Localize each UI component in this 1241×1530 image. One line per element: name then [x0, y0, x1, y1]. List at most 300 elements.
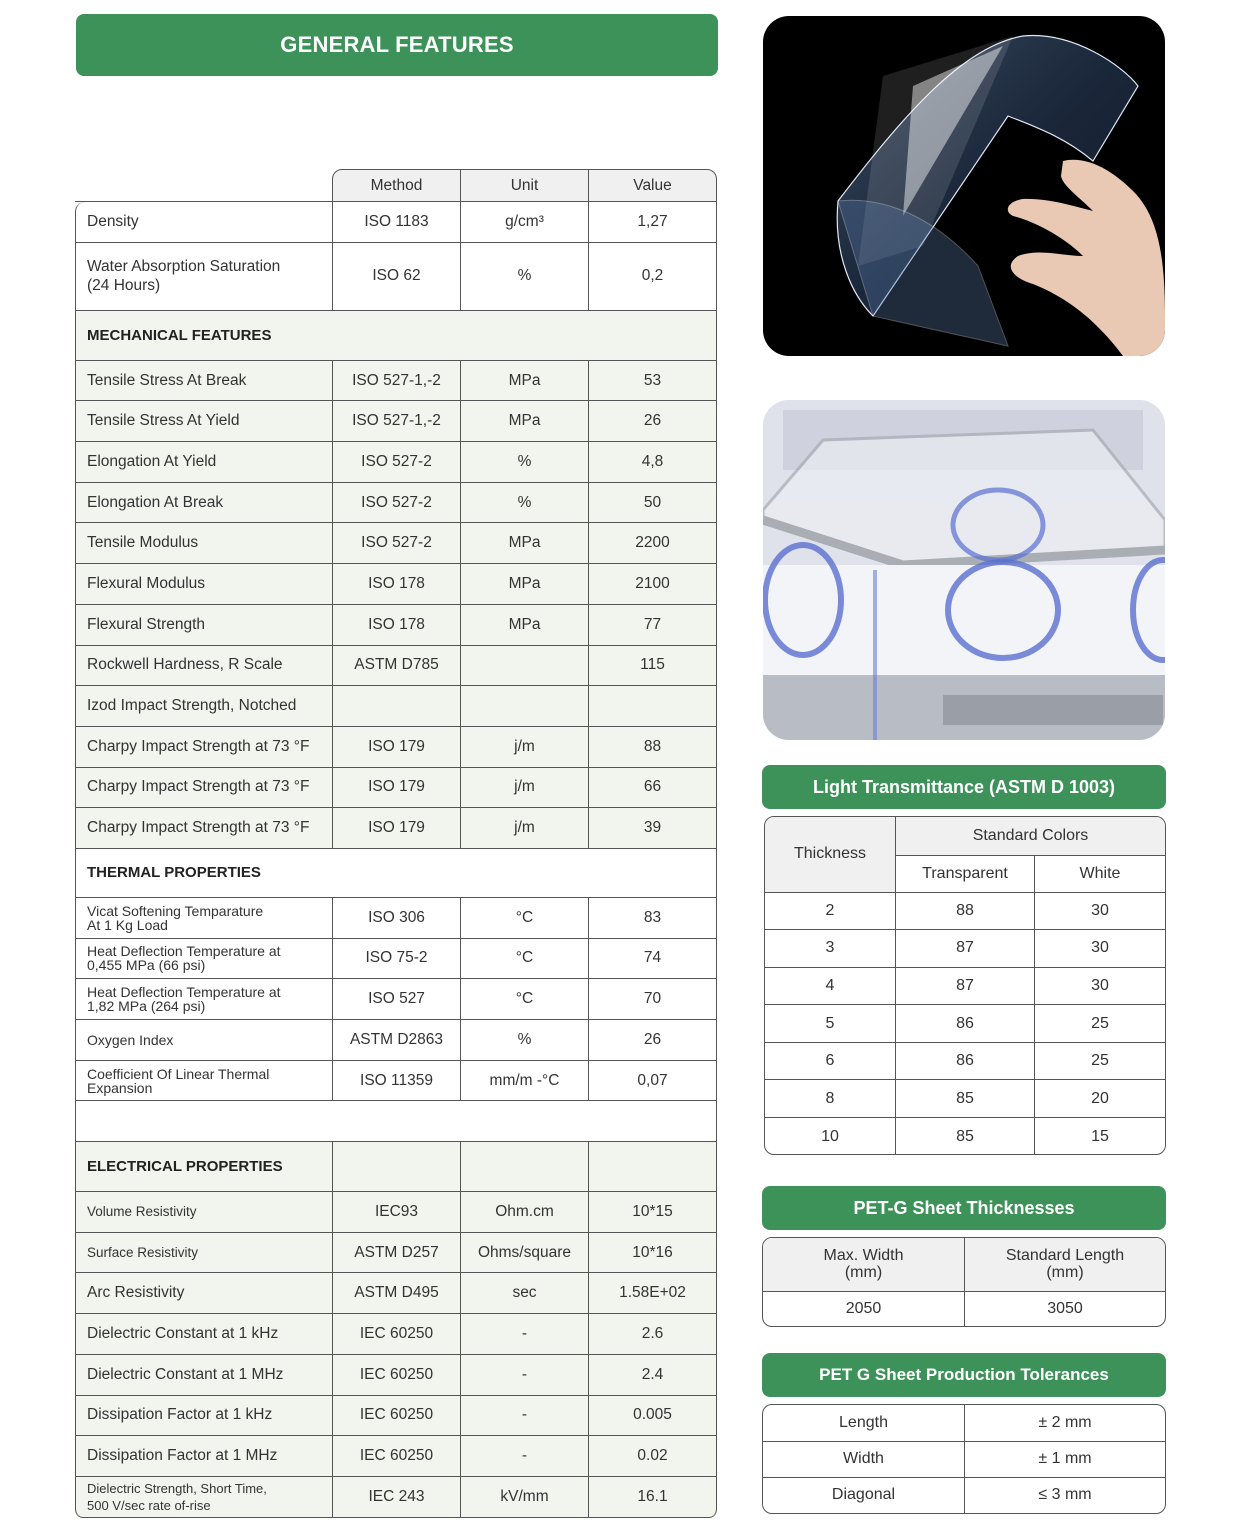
- property-value: [588, 1192, 717, 1232]
- property-value-text: 39: [643, 819, 662, 837]
- property-name: [75, 605, 332, 645]
- property-method: [332, 939, 460, 979]
- property-name-text: Charpy Impact Strength at 73 °F: [87, 778, 310, 796]
- property-row: [75, 1233, 717, 1274]
- property-unit-text: mm/m -°C: [489, 1071, 560, 1089]
- property-name: [75, 1273, 332, 1313]
- property-value: [588, 523, 717, 563]
- property-name-text: Surface Resistivity: [87, 1245, 199, 1261]
- tolerance-row: [763, 1477, 1165, 1513]
- property-value: [588, 401, 717, 441]
- property-name-text: Elongation At Yield: [87, 452, 217, 470]
- property-method-text: IEC 60250: [359, 1365, 434, 1383]
- properties-header-row: [75, 169, 717, 202]
- property-value-text: 4,8: [641, 452, 664, 470]
- property-name-text: Heat Deflection Temperature at 0,455 MPa (66 psi): [87, 943, 281, 974]
- flexible-sheet-illustration: [763, 16, 1165, 356]
- property-row: [75, 401, 717, 442]
- property-name-text: Dissipation Factor at 1 MHz: [87, 1447, 278, 1465]
- property-unit-text: g/cm³: [505, 212, 544, 230]
- property-value-text: 16.1: [637, 1487, 668, 1505]
- property-unit-text: j/m: [514, 778, 535, 796]
- property-row: [75, 808, 717, 849]
- sheet-thicknesses-banner: [762, 1186, 1166, 1230]
- light-transmittance-banner: [762, 765, 1166, 809]
- property-value: [588, 483, 717, 523]
- property-unit: [460, 727, 588, 767]
- property-unit-text: sec: [512, 1284, 537, 1302]
- property-value-text: 1.58E+02: [619, 1284, 686, 1302]
- property-name: [75, 1477, 332, 1517]
- transmittance-row: [765, 1005, 1165, 1043]
- property-unit: [460, 686, 588, 726]
- transmittance-row: [765, 930, 1165, 968]
- transmittance-white: 30: [1035, 967, 1166, 1005]
- property-row: [75, 361, 717, 402]
- property-unit: [460, 202, 588, 242]
- property-method-text: ISO 527: [368, 990, 425, 1008]
- property-name: [75, 1396, 332, 1436]
- property-method: [332, 523, 460, 563]
- property-name: [75, 808, 332, 848]
- max-width-header: Max. Width (mm): [763, 1238, 965, 1291]
- tolerance-value: ≤ 3 mm: [965, 1477, 1166, 1513]
- property-name: [75, 768, 332, 808]
- property-unit-text: j/m: [514, 737, 535, 755]
- property-row: [75, 1477, 717, 1518]
- property-unit: [460, 442, 588, 482]
- property-unit-text: %: [517, 452, 532, 470]
- property-name-text: Flexural Strength: [87, 615, 206, 633]
- property-method: [332, 1061, 460, 1101]
- transmittance-thickness: 4: [765, 967, 896, 1005]
- property-name: [75, 979, 332, 1019]
- property-unit-text: %: [517, 493, 532, 511]
- property-method: [332, 1233, 460, 1273]
- property-value: [588, 605, 717, 645]
- property-unit: [460, 1233, 588, 1273]
- transmittance-transparent: 85: [896, 1118, 1035, 1155]
- transmittance-transparent: 86: [896, 1005, 1035, 1043]
- property-value-text: 0.005: [633, 1406, 672, 1424]
- property-name: [75, 243, 332, 310]
- property-method-text: ISO 11359: [360, 1071, 433, 1089]
- tolerance-row: [763, 1441, 1165, 1477]
- transmittance-thickness: 8: [765, 1080, 896, 1118]
- property-unit-text: -: [521, 1447, 528, 1465]
- standard-length-header: Standard Length (mm): [965, 1238, 1166, 1291]
- transmittance-row: [765, 1080, 1165, 1118]
- property-unit-text: -: [521, 1406, 528, 1424]
- property-name: [75, 1314, 332, 1354]
- property-value-text: 83: [643, 908, 662, 926]
- property-value-text: 2.4: [641, 1365, 664, 1383]
- property-unit-text: kV/mm: [500, 1487, 549, 1505]
- transmittance-row: [765, 1118, 1165, 1155]
- header-value: Value: [588, 170, 716, 201]
- property-name-text: Oxygen Index: [87, 1031, 174, 1048]
- transparent-header: Transparent: [896, 855, 1035, 892]
- property-value: [588, 898, 717, 938]
- section-header-row: [75, 311, 717, 361]
- property-name-text: Dielectric Strength, Short Time, 500 V/sec rate of-rise: [87, 1480, 267, 1513]
- transmittance-transparent: 87: [896, 967, 1035, 1005]
- property-unit: [460, 1192, 588, 1232]
- property-method: [332, 898, 460, 938]
- transmittance-row: [765, 967, 1165, 1005]
- property-row: [75, 686, 717, 727]
- property-name-text: Flexural Modulus: [87, 574, 206, 592]
- property-unit: [460, 1020, 588, 1060]
- property-method: [332, 1436, 460, 1476]
- property-method: [332, 442, 460, 482]
- transmittance-row: [765, 892, 1165, 930]
- transmittance-transparent: 85: [896, 1080, 1035, 1118]
- property-unit-text: -: [521, 1365, 528, 1383]
- property-unit-text: %: [517, 1030, 532, 1048]
- property-method-text: IEC93: [374, 1202, 419, 1220]
- incubator-photo: [763, 400, 1165, 740]
- property-row: [75, 1020, 717, 1061]
- property-method-text: IEC 60250: [359, 1406, 434, 1424]
- property-unit: [460, 939, 588, 979]
- transmittance-white: 20: [1035, 1080, 1166, 1118]
- property-unit: [460, 605, 588, 645]
- property-name-text: Vicat Softening Temparature At 1 Kg Load: [87, 902, 264, 933]
- property-value: [588, 1273, 717, 1313]
- property-row: [75, 1355, 717, 1396]
- transmittance-white: 30: [1035, 892, 1166, 930]
- property-unit: [460, 646, 588, 686]
- production-tolerances-title: PET G Sheet Production Tolerances: [819, 1365, 1109, 1384]
- property-name-text: Tensile Stress At Break: [87, 371, 247, 389]
- property-method-text: ISO 179: [368, 737, 425, 755]
- property-name: [75, 442, 332, 482]
- transmittance-white: 30: [1035, 930, 1166, 968]
- general-features-banner: [76, 14, 718, 76]
- property-name: [75, 1355, 332, 1395]
- property-value: [588, 979, 717, 1019]
- property-unit-text: -: [521, 1324, 528, 1342]
- property-unit: [460, 483, 588, 523]
- property-row: [75, 202, 717, 243]
- property-row: [75, 442, 717, 483]
- property-method-text: ISO 178: [368, 574, 425, 592]
- light-transmittance-table: [764, 816, 1166, 1155]
- property-method-text: ASTM D2863: [349, 1030, 444, 1048]
- transmittance-white: 25: [1035, 1042, 1166, 1080]
- standard-length-value: 3050: [965, 1291, 1166, 1326]
- property-row: [75, 483, 717, 524]
- property-name-text: Tensile Stress At Yield: [87, 412, 240, 430]
- property-name: [75, 898, 332, 938]
- property-value-text: 26: [643, 1030, 662, 1048]
- property-row: [75, 564, 717, 605]
- tolerance-label: Diagonal: [763, 1477, 965, 1513]
- property-method: [332, 202, 460, 242]
- section-header-row: [75, 1142, 717, 1192]
- property-name-text: Arc Resistivity: [87, 1284, 185, 1302]
- property-value: [588, 243, 717, 310]
- property-name: [75, 686, 332, 726]
- property-value: [588, 939, 717, 979]
- property-name: [75, 1061, 332, 1101]
- property-unit: [460, 898, 588, 938]
- property-unit: [460, 523, 588, 563]
- property-value: [588, 1061, 717, 1101]
- property-method: [332, 1192, 460, 1232]
- property-value-text: 0,2: [641, 267, 664, 285]
- property-method: [332, 605, 460, 645]
- transmittance-thickness: 3: [765, 930, 896, 968]
- property-row: [75, 243, 717, 311]
- property-name-text: Volume Resistivity: [87, 1204, 197, 1220]
- property-row: [75, 979, 717, 1020]
- property-method-text: ASTM D495: [354, 1284, 439, 1302]
- property-unit-text: MPa: [508, 412, 541, 430]
- property-name-text: Charpy Impact Strength at 73 °F: [87, 737, 310, 755]
- property-value-text: 0.02: [637, 1447, 668, 1465]
- property-unit-text: °C: [515, 949, 534, 967]
- max-width-value: 2050: [763, 1291, 965, 1326]
- property-unit-text: Ohm.cm: [495, 1202, 554, 1220]
- property-row: [75, 898, 717, 939]
- property-value: [588, 727, 717, 767]
- property-unit: [460, 808, 588, 848]
- property-row: [75, 605, 717, 646]
- transmittance-row: [765, 1042, 1165, 1080]
- property-unit-text: °C: [515, 990, 534, 1008]
- properties-table: [75, 169, 717, 1518]
- property-name: [75, 646, 332, 686]
- tolerance-value: ± 2 mm: [965, 1405, 1166, 1441]
- property-row: [75, 1273, 717, 1314]
- property-row: [75, 1314, 717, 1355]
- property-name: [75, 1192, 332, 1232]
- tolerance-row: [763, 1405, 1165, 1441]
- property-value-text: 2200: [635, 534, 670, 552]
- property-unit-text: MPa: [508, 534, 541, 552]
- property-name: [75, 564, 332, 604]
- property-name-text: Dielectric Constant at 1 MHz: [87, 1365, 284, 1383]
- property-value: [588, 564, 717, 604]
- property-method-text: ISO 75-2: [365, 949, 428, 967]
- property-unit: [460, 1396, 588, 1436]
- header-unit: Unit: [460, 170, 588, 201]
- property-value-text: 53: [643, 371, 662, 389]
- property-row: [75, 939, 717, 980]
- sheet-photo: [763, 16, 1165, 356]
- property-unit-text: MPa: [508, 615, 541, 633]
- property-name: [75, 361, 332, 401]
- section-title: MECHANICAL FEATURES: [87, 326, 272, 344]
- property-method: [332, 1477, 460, 1517]
- property-method: [332, 808, 460, 848]
- property-row: [75, 1061, 717, 1102]
- property-row: [75, 768, 717, 809]
- property-value-text: 115: [640, 656, 665, 674]
- property-name: [75, 1020, 332, 1060]
- property-method: [332, 483, 460, 523]
- transmittance-thickness: 6: [765, 1042, 896, 1080]
- property-name-text: Dissipation Factor at 1 kHz: [87, 1406, 273, 1424]
- section-header-row: [75, 849, 717, 898]
- property-row: [75, 1436, 717, 1477]
- property-method-text: ISO 527-2: [361, 534, 432, 552]
- property-value-text: 88: [643, 737, 662, 755]
- property-value-text: 0,07: [637, 1071, 668, 1089]
- property-value: [588, 1233, 717, 1273]
- property-method: [332, 1314, 460, 1354]
- property-value-text: 26: [643, 412, 662, 430]
- property-unit: [460, 564, 588, 604]
- property-name-text: Charpy Impact Strength at 73 °F: [87, 819, 310, 837]
- property-method-text: ASTM D785: [354, 656, 439, 674]
- property-row: [75, 1192, 717, 1233]
- property-value-text: 70: [643, 990, 662, 1008]
- tolerance-value: ± 1 mm: [965, 1441, 1166, 1477]
- production-tolerances-banner: [762, 1353, 1166, 1397]
- property-name-text: Heat Deflection Temperature at 1,82 MPa (264 psi): [87, 984, 281, 1015]
- property-method-text: ISO 527-2: [361, 493, 432, 511]
- property-method: [332, 979, 460, 1019]
- white-header: White: [1035, 855, 1166, 892]
- light-transmittance-title: Light Transmittance (ASTM D 1003): [812, 776, 1116, 797]
- property-name: [75, 523, 332, 563]
- property-name-text: Izod Impact Strength, Notched: [87, 697, 297, 715]
- property-unit: [460, 1273, 588, 1313]
- property-unit-text: Ohms/square: [477, 1243, 572, 1261]
- property-name-text: Density: [87, 212, 139, 230]
- property-method: [332, 646, 460, 686]
- property-name-text: Rockwell Hardness, R Scale: [87, 656, 283, 674]
- property-value: [588, 686, 717, 726]
- tolerance-label: Length: [763, 1405, 965, 1441]
- property-value-text: 10*16: [632, 1243, 673, 1261]
- property-method: [332, 727, 460, 767]
- property-method: [332, 1355, 460, 1395]
- property-name: [75, 483, 332, 523]
- property-method-text: ISO 527-2: [361, 452, 432, 470]
- section-title: ELECTRICAL PROPERTIES: [87, 1158, 283, 1176]
- property-unit-text: j/m: [514, 819, 535, 837]
- tolerance-label: Width: [763, 1441, 965, 1477]
- property-unit: [460, 979, 588, 1019]
- transmittance-transparent: 86: [896, 1042, 1035, 1080]
- property-value: [588, 361, 717, 401]
- property-method-text: ISO 179: [368, 819, 425, 837]
- property-row: [75, 523, 717, 564]
- property-name-text: Tensile Modulus: [87, 534, 199, 552]
- property-name: [75, 202, 332, 242]
- property-value-text: 2.6: [641, 1324, 664, 1342]
- property-value: [588, 202, 717, 242]
- property-value: [588, 1355, 717, 1395]
- property-method-text: ISO 527-1,-2: [352, 371, 441, 389]
- property-unit: [460, 401, 588, 441]
- property-name: [75, 939, 332, 979]
- property-value: [588, 1477, 717, 1517]
- property-value: [588, 442, 717, 482]
- property-method-text: ISO 527-1,-2: [352, 412, 441, 430]
- property-method-text: ISO 62: [372, 267, 421, 285]
- incubator-illustration: [763, 400, 1165, 740]
- thickness-header: Thickness: [765, 817, 896, 892]
- property-unit: [460, 1477, 588, 1517]
- property-method: [332, 1273, 460, 1313]
- property-method-text: ISO 179: [368, 778, 425, 796]
- transmittance-thickness: 5: [765, 1005, 896, 1043]
- property-method: [332, 1020, 460, 1060]
- property-value-text: 74: [643, 949, 662, 967]
- header-method: Method: [370, 176, 423, 194]
- section-title: THERMAL PROPERTIES: [87, 864, 261, 882]
- property-unit: [460, 768, 588, 808]
- property-method: [332, 243, 460, 310]
- sheet-thicknesses-title: PET-G Sheet Thicknesses: [853, 1197, 1075, 1218]
- property-unit: [460, 243, 588, 310]
- property-unit: [460, 361, 588, 401]
- property-method: [332, 768, 460, 808]
- property-value-text: 77: [643, 615, 662, 633]
- property-unit: [460, 1355, 588, 1395]
- general-features-title: GENERAL FEATURES: [280, 32, 514, 57]
- property-method-text: IEC 243: [368, 1487, 425, 1505]
- production-tolerances-table: [762, 1404, 1166, 1514]
- sheet-thicknesses-table: [762, 1237, 1166, 1327]
- spacer-row: [75, 1101, 717, 1142]
- property-method: [332, 361, 460, 401]
- property-method-text: ISO 1183: [364, 212, 429, 230]
- transmittance-thickness: 2: [765, 892, 896, 930]
- property-name-text: Dielectric Constant at 1 kHz: [87, 1324, 279, 1342]
- property-method: [332, 1396, 460, 1436]
- property-value: [588, 1396, 717, 1436]
- property-method: [332, 686, 460, 726]
- property-method-text: IEC 60250: [359, 1447, 434, 1465]
- property-value-text: 10*15: [632, 1202, 673, 1220]
- property-value: [588, 768, 717, 808]
- property-method: [332, 564, 460, 604]
- property-row: [75, 646, 717, 687]
- property-name-text: Elongation At Break: [87, 493, 224, 511]
- property-unit: [460, 1314, 588, 1354]
- property-unit-text: %: [517, 267, 532, 285]
- transmittance-white: 25: [1035, 1005, 1166, 1043]
- property-value-text: 1,27: [637, 212, 668, 230]
- transmittance-transparent: 88: [896, 892, 1035, 930]
- property-name: [75, 401, 332, 441]
- transmittance-thickness: 10: [765, 1118, 896, 1155]
- property-row: [75, 1396, 717, 1437]
- property-value-text: 66: [643, 778, 662, 796]
- property-value: [588, 646, 717, 686]
- property-value-text: 2100: [635, 574, 670, 592]
- property-value: [588, 808, 717, 848]
- property-method-text: ISO 306: [368, 908, 425, 926]
- property-unit-text: MPa: [508, 371, 541, 389]
- property-unit: [460, 1436, 588, 1476]
- property-name-text: Coefficient Of Linear Thermal Expansion: [87, 1065, 270, 1096]
- property-value: [588, 1020, 717, 1060]
- property-method-text: ISO 178: [368, 615, 425, 633]
- property-method-text: ASTM D257: [354, 1243, 439, 1261]
- property-method: [332, 401, 460, 441]
- property-name: [75, 727, 332, 767]
- property-unit-text: °C: [515, 908, 534, 926]
- property-row: [75, 727, 717, 768]
- property-value-text: 50: [643, 493, 662, 511]
